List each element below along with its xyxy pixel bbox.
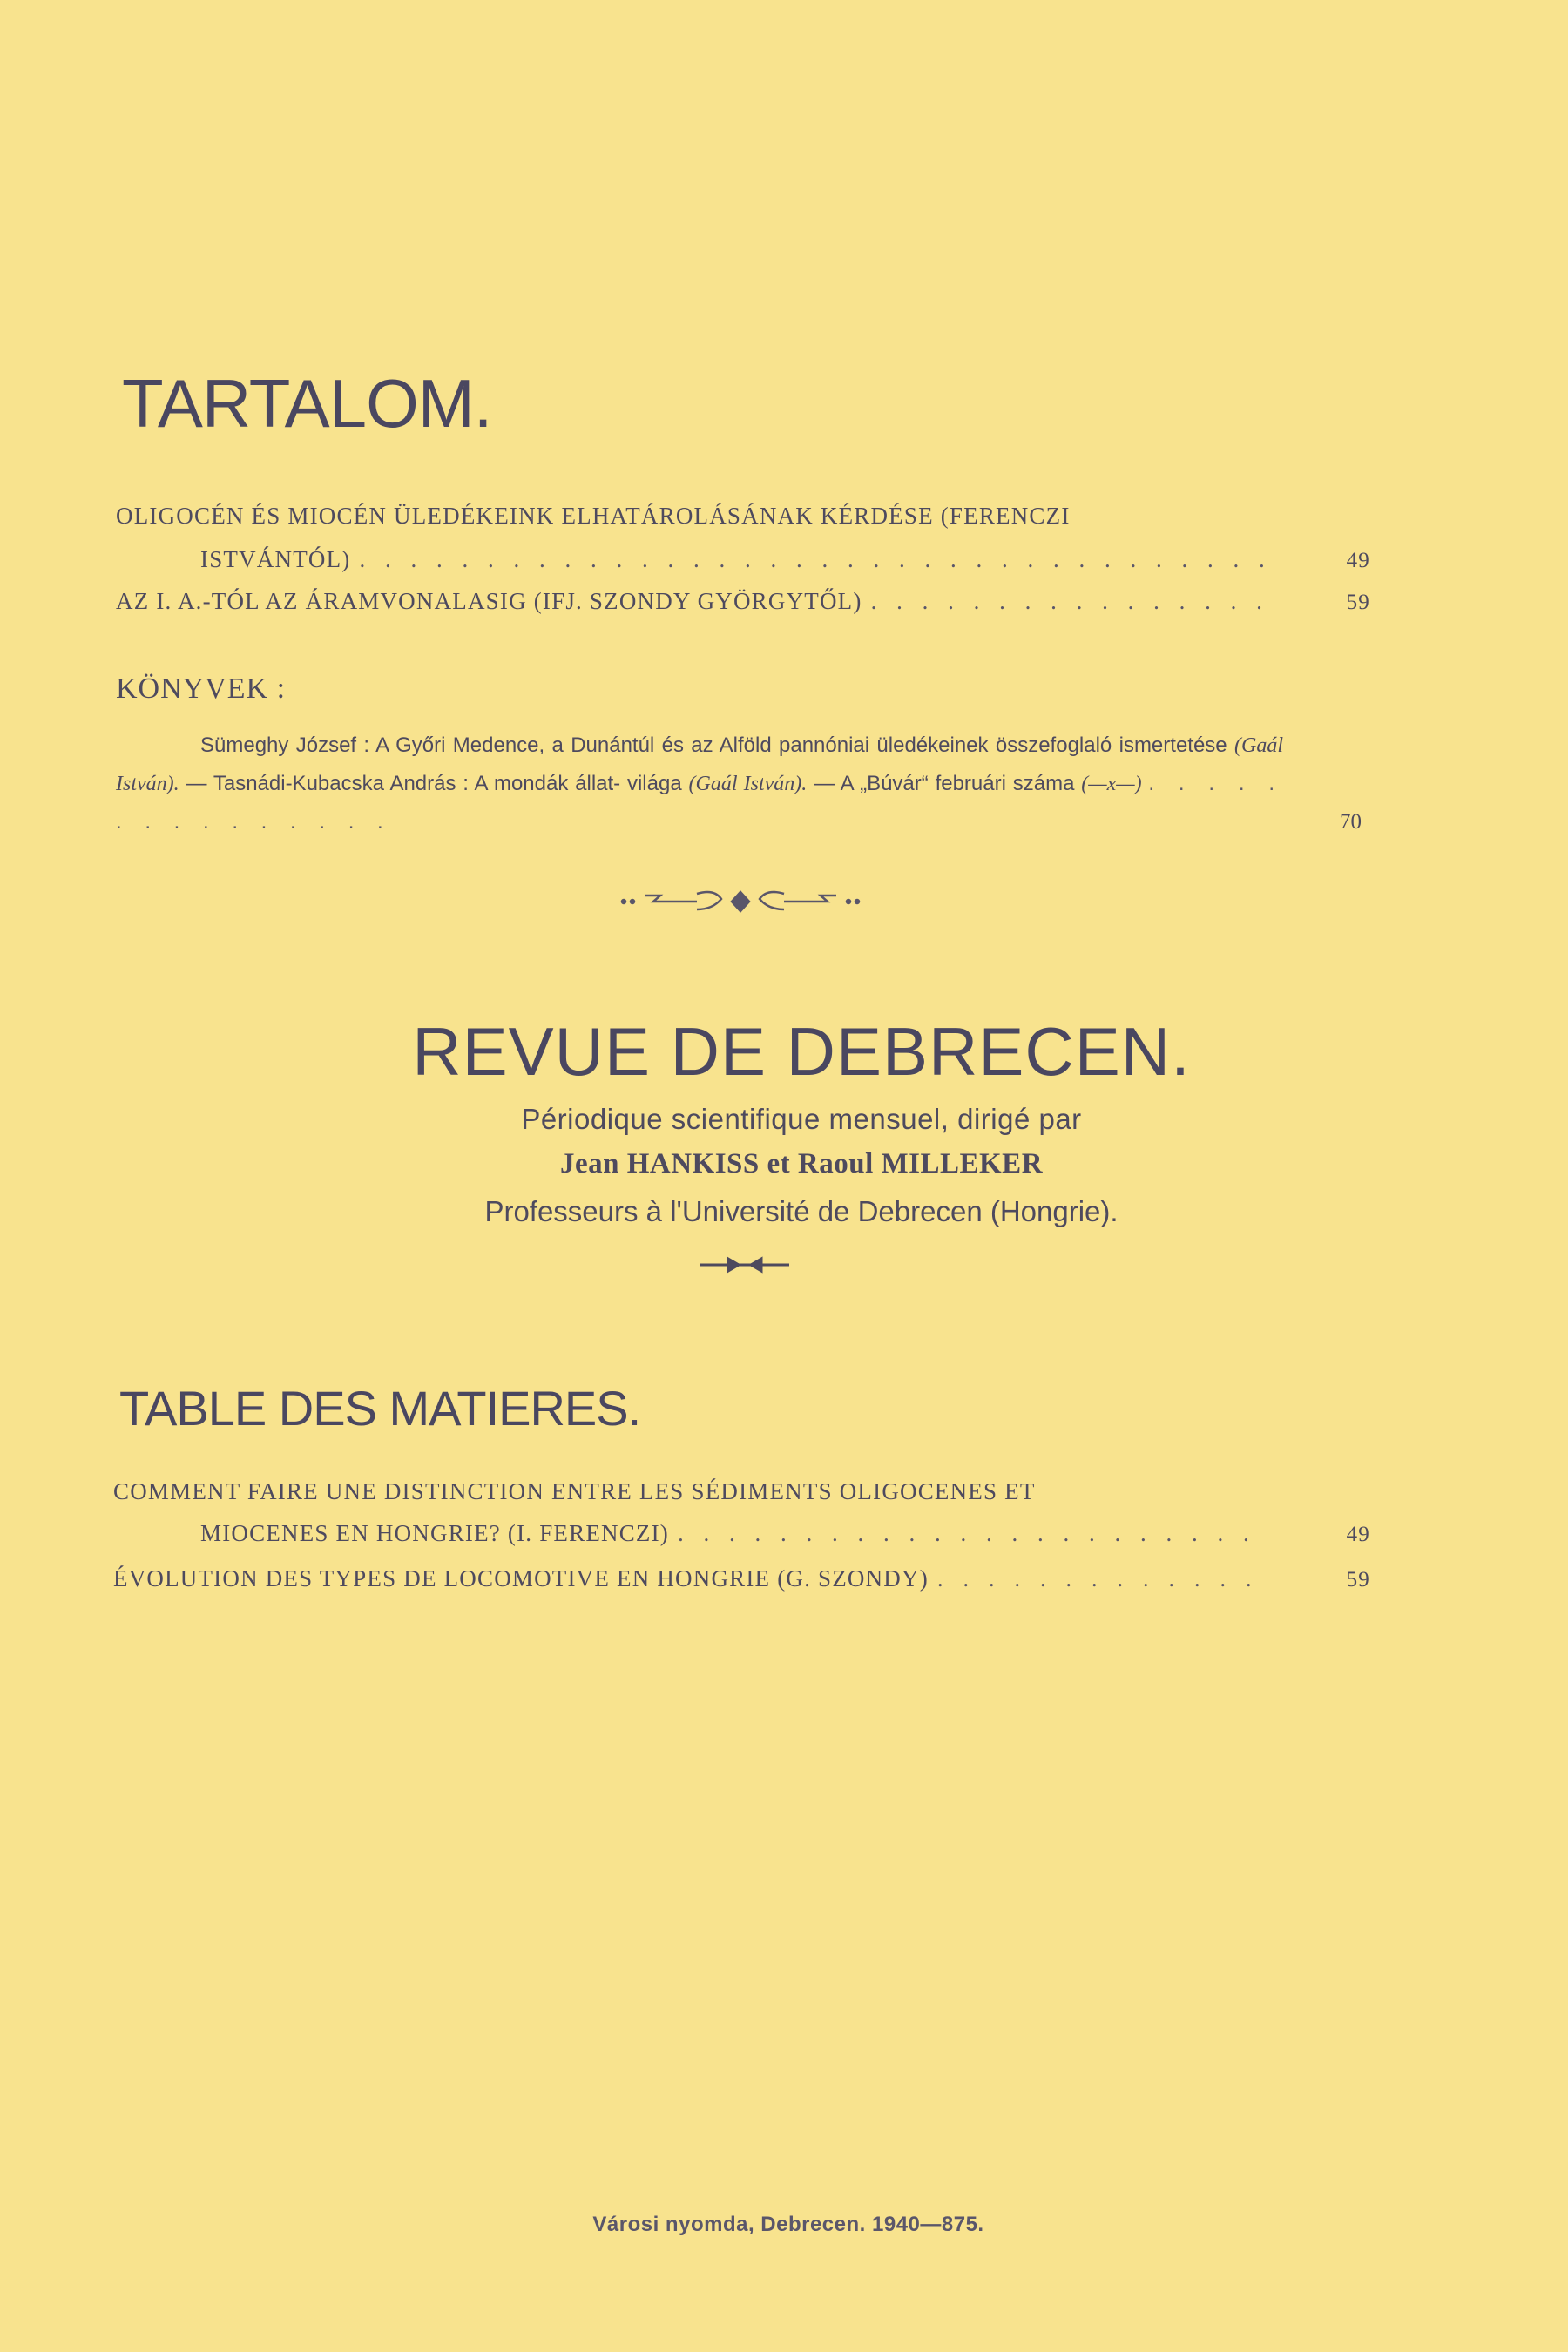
toc-entry-line2: ISTVÁNTÓL) bbox=[200, 546, 351, 572]
page-number: 59 bbox=[1346, 591, 1370, 614]
table-title: TABLE DES MATIERES. bbox=[119, 1381, 641, 1436]
small-ornament bbox=[697, 1254, 793, 1275]
imprint: Városi nyomda, Debrecen. 1940—875. bbox=[592, 2213, 984, 2236]
revue-title: REVUE DE DEBRECEN. bbox=[412, 1013, 1191, 1090]
ornament-divider bbox=[610, 880, 871, 923]
toc-entry-line2: MIOCENES EN HONGRIE? (I. FERENCZI) bbox=[200, 1520, 669, 1546]
revue-editors: Jean HANKISS et Raoul MILLEKER bbox=[559, 1148, 1044, 1179]
leader-dots bbox=[937, 1561, 1267, 1596]
revue-affiliation: Professeurs à l'Université de Debrecen (Hongrie). bbox=[484, 1195, 1119, 1227]
books-text-2: — Tasnádi-Kubacska András : A mondák állat- világa bbox=[186, 772, 682, 795]
toc-entry bbox=[113, 1474, 1370, 1552]
leader-dots bbox=[678, 1516, 1267, 1551]
books-paragraph bbox=[116, 727, 1283, 841]
tartalom-title: TARTALOM. bbox=[122, 365, 492, 442]
books-heading: KÖNYVEK : bbox=[116, 672, 287, 705]
toc-entry bbox=[113, 1561, 1370, 1598]
books-text-3: — A „Búvár“ februári száma bbox=[814, 772, 1075, 795]
leader-dots bbox=[871, 584, 1267, 618]
page-number: 59 bbox=[1346, 1568, 1370, 1592]
books-text-1: Sümeghy József : A Győri Medence, a Dunántúl és az Alföld pannóniai üledékeinek összefoglaló ismertetése bbox=[200, 733, 1227, 757]
page-number: 49 bbox=[1346, 549, 1370, 572]
reviewer-1: (Gaál István). bbox=[116, 734, 1283, 795]
toc-entry bbox=[116, 498, 1370, 578]
page-number: 49 bbox=[1346, 1523, 1370, 1546]
page-number: 70 bbox=[1340, 810, 1362, 834]
toc-entry bbox=[116, 584, 1370, 620]
reviewer-3: (—x—) bbox=[1081, 773, 1142, 795]
toc-entry-line1: ÉVOLUTION DES TYPES DE LOCOMOTIVE EN HONGRIE (G. SZONDY) bbox=[113, 1565, 929, 1592]
leader-dots bbox=[359, 542, 1267, 577]
toc-entry-line1: COMMENT FAIRE UNE DISTINCTION ENTRE LES SÉDIMENTS OLIGOCENES ET bbox=[113, 1478, 1036, 1504]
toc-entry-line1: AZ I. A.-TÓL AZ ÁRAMVONALASIG (IFJ. SZONDY GYÖRGYTŐL) bbox=[116, 588, 862, 614]
toc-entry-line1: OLIGOCÉN ÉS MIOCÉN ÜLEDÉKEINK ELHATÁROLÁSÁNAK KÉRDÉSE (FERENCZI bbox=[116, 503, 1071, 529]
leader-dots: . . . . . . . . . . . . . . . bbox=[116, 772, 1283, 834]
revue-subtitle: Périodique scientifique mensuel, dirigé par bbox=[521, 1103, 1082, 1135]
reviewer-2: (Gaál István). bbox=[688, 773, 808, 795]
